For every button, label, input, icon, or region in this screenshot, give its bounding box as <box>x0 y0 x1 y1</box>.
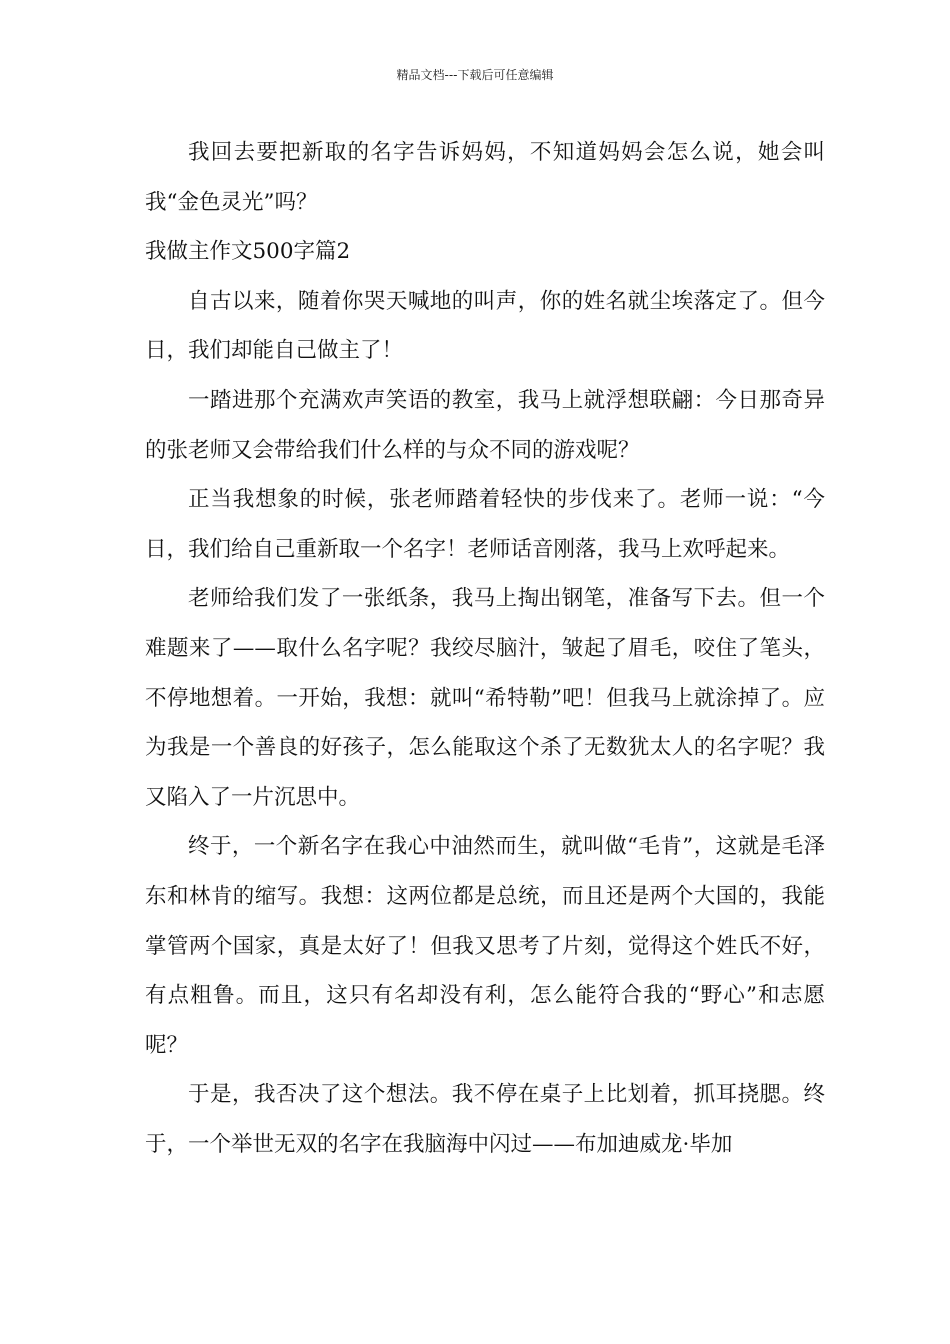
paragraph: 老师给我们发了一张纸条，我马上掏出钢笔，准备写下去。但一个难题来了——取什么名字呢？我绞尽脑汁，皱起了眉毛，咬住了笔头，不停地想着。一开始，我想：就叫“希特勒”吧！但我马上就涂掉了。应为我是一个善良的好孩子，怎么能取这个杀了无数犹太人的名字呢？我又陷入了一片沉思中。 <box>145 586 825 810</box>
page-header: 精品文档---下载后可任意编辑 <box>396 68 554 82</box>
paragraph: 正当我想象的时候，张老师踏着轻快的步伐来了。老师一说：“今日，我们给自己重新取一个名字！老师话音刚落，我马上欢呼起来。 <box>145 487 825 562</box>
article-body <box>145 128 825 1169</box>
section-heading: 我做主作文500字篇2 <box>145 239 351 265</box>
paragraph: 一踏进那个充满欢声笑语的教室，我马上就浮想联翩：今日那奇异的张老师又会带给我们什么样的与众不同的游戏呢？ <box>145 387 825 463</box>
paragraph: 自古以来，随着你哭天喊地的叫声，你的姓名就尘埃落定了。但今日，我们却能自己做主了！ <box>145 288 825 364</box>
paragraph: 我回去要把新取的名字告诉妈妈，不知道妈妈会怎么说，她会叫我“金色灵光”吗？ <box>145 140 825 215</box>
paragraph: 于是，我否决了这个想法。我不停在桌子上比划着，抓耳挠腮。终于，一个举世无双的名字在我脑海中闪过——布加迪威龙·毕加 <box>145 1082 825 1157</box>
paragraph: 终于，一个新名字在我心中油然而生，就叫做“毛肯”，这就是毛泽东和林肯的缩写。我想：这两位都是总统，而且还是两个大国的，我能掌管两个国家，真是太好了！但我又思考了片刻，觉得这个姓氏不好，有点粗鲁。而且，这只有名却没有利，怎么能符合我的“野心”和志愿呢？ <box>145 834 825 1058</box>
